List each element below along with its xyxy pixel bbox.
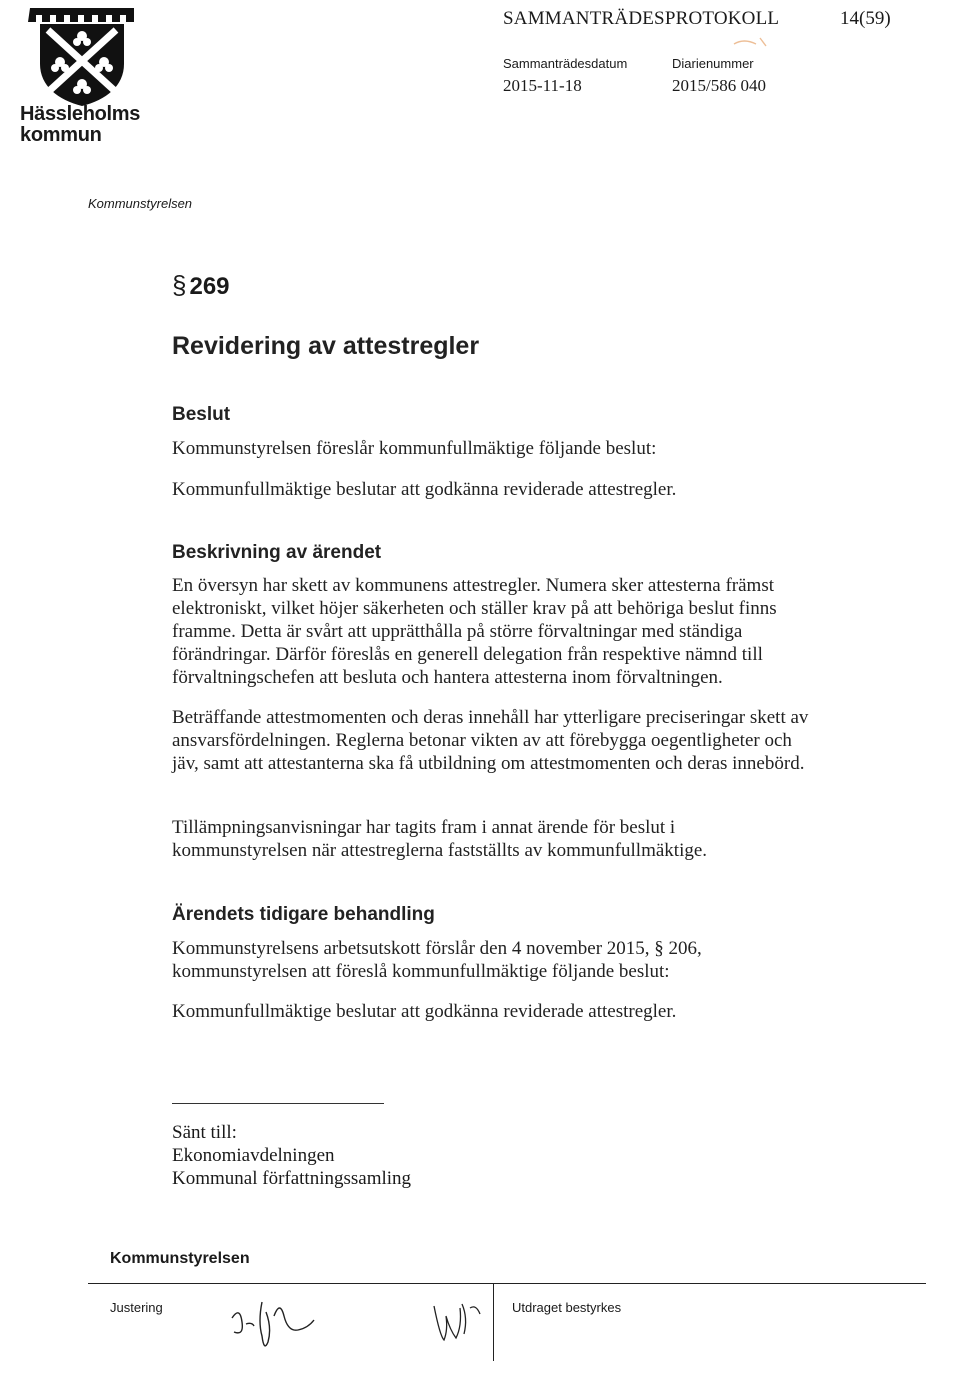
municipality-line-1: Hässleholms	[20, 103, 141, 125]
registration-number-value: 2015/586 040	[672, 76, 766, 95]
paragraph-number	[172, 270, 230, 301]
footer-committee-name: Kommunstyrelsen	[110, 1250, 250, 1267]
distribution-divider	[172, 1103, 384, 1104]
coat-of-arms-logo-icon	[22, 6, 142, 106]
beskrivning-paragraph-3: Tillämpningsanvisningar har tagits fram i annat ärende för beslut i kommunstyrelsen när attestreglerna fastställts av kommunfullmäktige.	[172, 817, 708, 861]
meeting-date-label: Sammanträdesdatum	[503, 56, 628, 71]
signature-1-icon	[222, 1288, 362, 1358]
meeting-date-value: 2015-11-18	[503, 76, 582, 95]
beskrivning-paragraph-2: Beträffande attestmomenten och deras innehåll har ytterligare preciseringar skett av ansvarsfördelningen. Reglerna betonar vikten av att förebygga oegentligheter och jäv, samt att attestanterna ska få utbildning om attestmomenten och deras innebörd.	[172, 707, 809, 774]
section-heading-tidigare-behandling: Ärendets tidigare behandling	[172, 904, 435, 925]
footer-column-divider	[493, 1283, 494, 1361]
beslut-paragraph-2: Kommunfullmäktige beslutar att godkänna reviderade attestregler.	[172, 479, 677, 500]
section-heading-beslut: Beslut	[172, 404, 231, 425]
page-number: 14(59)	[840, 8, 891, 29]
signature-2-icon	[426, 1296, 486, 1346]
tidigare-paragraph-1: Kommunstyrelsens arbetsutskott förslår den 4 november 2015, § 206, kommunstyrelsen att föreslå kommunfullmäktige följande beslut:	[172, 938, 702, 982]
justering-label: Justering	[110, 1300, 163, 1315]
distribution-recipient: Kommunal författningssamling	[172, 1168, 412, 1189]
paragraph-symbol: §	[172, 270, 187, 300]
distribution-label: Sänt till:	[172, 1122, 237, 1143]
tidigare-paragraph-2: Kommunfullmäktige beslutar att godkänna reviderade attestregler.	[172, 1001, 677, 1022]
verified-extract-label: Utdraget bestyrkes	[512, 1300, 622, 1315]
distribution-recipient: Ekonomiavdelningen	[172, 1145, 335, 1166]
footer-divider	[88, 1283, 926, 1284]
section-heading-beskrivning: Beskrivning av ärendet	[172, 542, 382, 563]
committee-name: Kommunstyrelsen	[88, 196, 193, 211]
paragraph-number-value: 269	[189, 273, 230, 300]
registration-number-label: Diarienummer	[672, 56, 754, 71]
municipality-name	[20, 104, 170, 146]
scan-mark-icon	[726, 26, 786, 56]
municipality-line-2: kommun	[20, 124, 102, 146]
beskrivning-paragraph-1: En översyn har skett av kommunens attestregler. Numera sker attesterna främst elektroniskt, vilket höjer säkerheten och ställer krav på att behöriga beslut finns framme. Detta är svårt att upprätthålla på större förvaltningar med ständiga förändringar. Därför föreslås en generell delegation från respektive nämnd till förvaltningschefen att besluta och hantera attesterna inom förvaltningen.	[172, 575, 777, 688]
item-title: Revidering av attestregler	[172, 332, 480, 360]
beslut-paragraph-1: Kommunstyrelsen föreslår kommunfullmäktige följande beslut:	[172, 438, 657, 459]
document-title: SAMMANTRÄDESPROTOKOLL	[503, 8, 780, 29]
